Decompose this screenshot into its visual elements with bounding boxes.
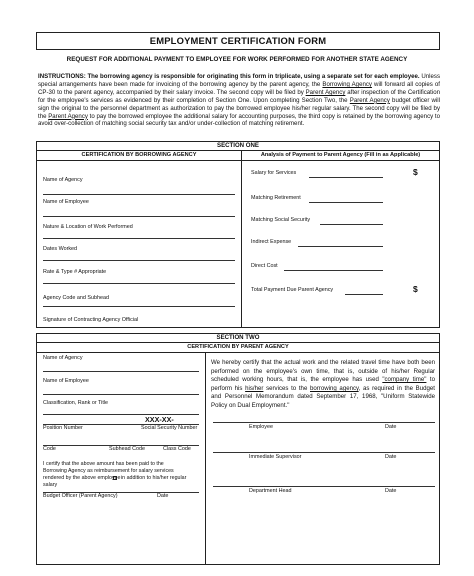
cert-text-borrowing-agency: borrowing agency [310,384,359,392]
dollar-sign-total: $ [413,284,418,294]
cert-text-his-her: his/her [245,384,264,392]
field-name-of-employee-line[interactable] [43,216,235,217]
ssn-mask: XXX-XX- [145,415,174,424]
amount-cert-line-4: in addition to his/her regular [121,475,187,481]
instructions-paragraph [38,73,440,128]
instructions-text-5: to pay the borrowed employee the additional salary for accounting purposes, the third copy is retained by the borrowing agency to avoid over-collection of matching social security tax and/or under-collection of matching retirement. [38,112,440,128]
field-subhead-code-label: Subhead Code [109,446,145,452]
field-name-of-employee-label: Name of Employee [43,199,89,205]
dollar-sign-salary: $ [413,167,418,177]
field-position-number-label: Position Number [43,425,83,431]
field-parent-agency-name-line[interactable] [43,371,199,372]
amount-cert-line-3: rendered by the above employee [43,475,121,481]
amount-cert-line-2: Borrowing Agency as reimbursement for salary services [43,468,174,474]
section-one-title: SECTION ONE [37,142,439,151]
field-name-of-agency-line[interactable] [43,194,235,195]
instructions-parent-agency-1: Parent Agency [305,88,346,96]
department-head-signature-line[interactable] [213,486,435,487]
field-department-head-date-label: Date [385,488,397,494]
field-department-head-label: Department Head [249,488,292,494]
field-parent-agency-name-label: Name of Agency [43,355,83,361]
employee-signature-line[interactable] [213,422,435,423]
field-classification-line[interactable] [43,414,199,415]
field-nature-location-label: Nature & Location of Work Performed [43,224,133,230]
amount-cert-line-1: I certify that the above amount has been paid to the [43,461,164,467]
field-salary-services-label: Salary for Services [251,170,297,176]
field-rate-type-line[interactable] [43,283,235,284]
field-employee-label: Employee [249,424,273,430]
field-indirect-expense-line[interactable] [298,246,383,247]
field-indirect-expense-label: Indirect Expense [251,239,292,245]
field-budget-officer-date-label: Date [157,493,169,499]
cert-text-b: to perform his [211,376,435,392]
field-direct-cost-line[interactable] [284,270,383,271]
section-one-left-header: CERTIFICATION BY BORROWING AGENCY [37,151,241,161]
instructions-text-2: will forward all copies of CP-30 to the parent agency, accompanied by their salary invoice. The second copy will be filed by [38,80,440,96]
amount-cert-line-5: salary [43,482,58,488]
section-two-divider [205,353,206,564]
field-matching-retirement-label: Matching Retirement [251,195,301,201]
field-dates-worked-label: Dates Worked [43,246,78,252]
field-parent-employee-name-line[interactable] [43,394,199,395]
field-code-label: Code [43,446,56,452]
field-direct-cost-label: Direct Cost [251,263,278,269]
section-two-title: SECTION TWO [37,334,439,343]
field-name-of-agency-label: Name of Agency [43,177,83,183]
field-matching-social-security-label: Matching Social Security [251,217,311,223]
field-parent-employee-name-label: Name of Employee [43,378,89,384]
instructions-text-3: after inspection of the Certification for the employee's services as evidenced by their completion of Section One. Upon completing Section Two, the [38,88,440,104]
field-total-payment-label: Total Payment Due Parent Agency [251,287,334,293]
section-one-divider [241,151,242,327]
parent-certification-text [211,359,435,411]
cert-text-company-time: "company time" [382,376,427,384]
field-budget-officer-label: Budget Officer (Parent Agency) [43,493,118,499]
section-two-header: CERTIFICATION BY PARENT AGENCY [37,343,439,353]
request-heading: REQUEST FOR ADDITIONAL PAYMENT TO EMPLOYEE FOR WORK PERFORMED FOR ANOTHER STATE AGENCY [66,56,408,63]
field-ssn-label: Social Security Number [141,425,198,431]
checkbox-payment[interactable] [113,476,117,480]
field-classification-label: Classification, Rank or Title [43,400,109,406]
instructions-parent-agency-3: Parent Agency [48,112,88,120]
field-dates-worked-line[interactable] [43,260,235,261]
field-signature-official-label: Signature of Contracting Agency Official [43,317,139,323]
instructions-parent-agency-2: Parent Agency [349,96,390,104]
field-total-payment-line[interactable] [345,294,383,295]
field-employee-date-label: Date [385,424,397,430]
section-one-right-header: Analysis of Payment to Parent Agency (Fill in as Applicable) [241,151,440,161]
section-one [36,141,440,328]
field-supervisor-date-label: Date [385,454,397,460]
field-rate-type-label: Rate & Type # Appropriate [43,269,107,275]
instructions-borrowing-agency: Borrowing Agency [322,80,372,88]
field-agency-code-label: Agency Code and Subhead [43,295,109,301]
field-nature-location-line[interactable] [43,238,235,239]
supervisor-signature-line[interactable] [213,452,435,453]
cert-text-c: services to the [263,384,310,392]
form-title: EMPLOYMENT CERTIFICATION FORM [36,32,440,50]
instructions-text-4: budget officer will sign the original to the personnel department as authorization to pay the borrowed employee his/her regular salary. The second copy will be filed by the [38,96,440,120]
instructions-lead: INSTRUCTIONS: The borrowing agency is responsible for originating this form in triplicate, using a separate set for each employee. [38,73,420,80]
cert-text-a: We hereby certify that the actual work and the related travel time have both been performed on the employee's own time, that is, outside of his/her Regular scheduled working hours, that is, the employee has used [211,359,435,384]
section-two [36,333,440,565]
field-class-code-label: Class Code [163,446,191,452]
field-matching-social-security-line[interactable] [320,224,383,225]
instructions-text-1: Unless special arrangements have been made for invoicing of the borrowing agency by the parent agency, the [38,73,440,88]
field-salary-services-line[interactable] [309,177,383,178]
cert-text-d: , as required in the Budget and Personnel Memorandum dated September 17, 1968, "Uniform Statewide Policy on Dual Employment." [211,384,435,409]
field-immediate-supervisor-label: Immediate Supervisor [249,454,302,460]
field-agency-code-line[interactable] [43,306,235,307]
field-matching-retirement-line[interactable] [309,202,383,203]
